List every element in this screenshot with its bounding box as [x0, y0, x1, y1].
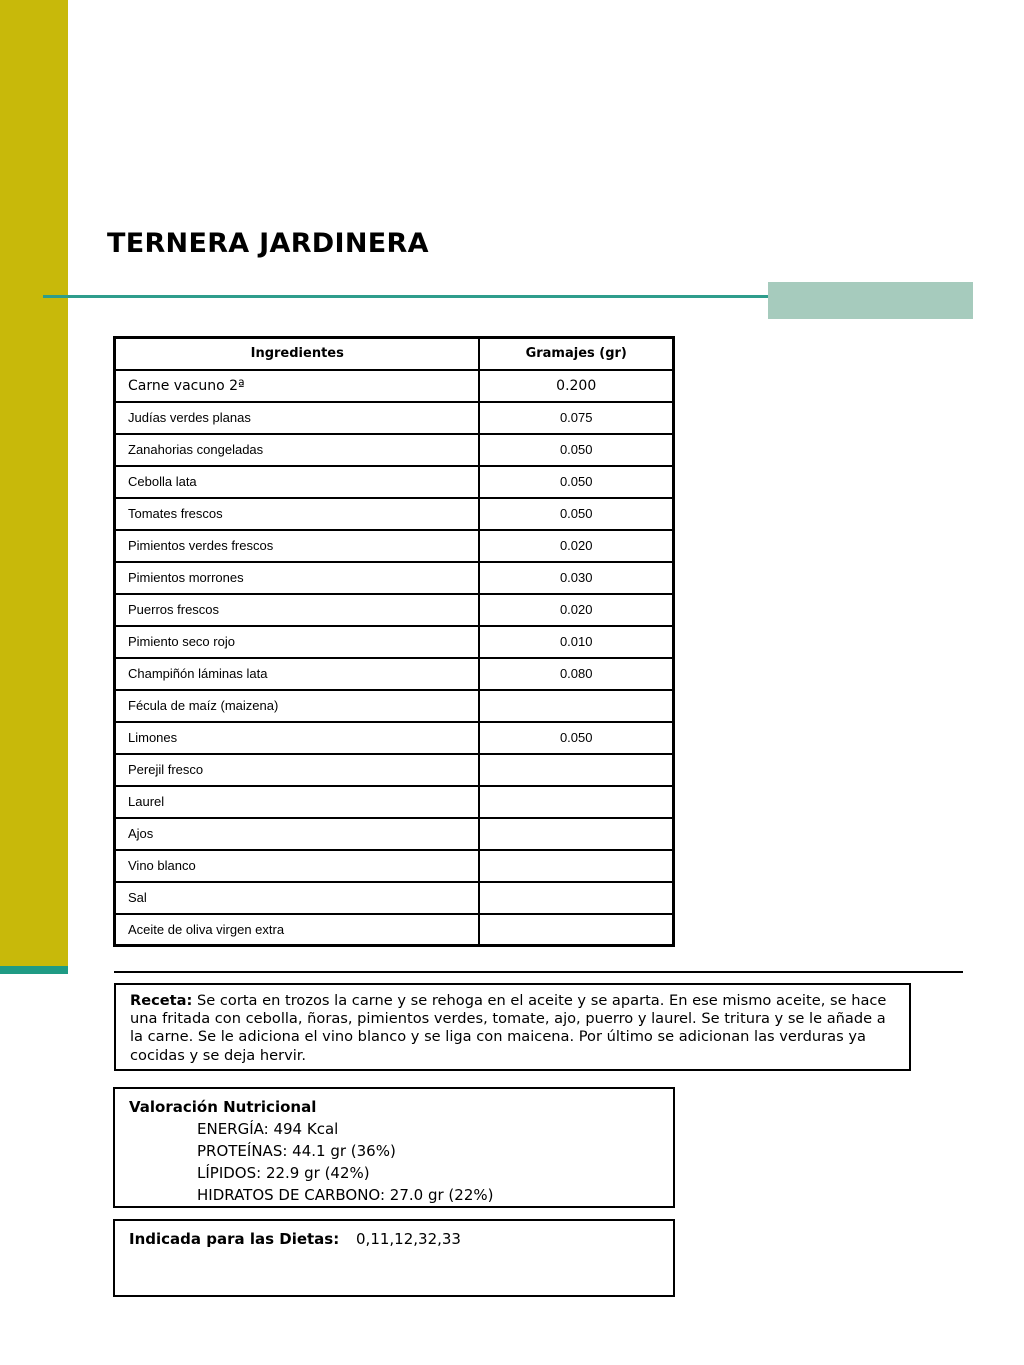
side-accent-bar: [0, 0, 68, 966]
gram-cell: [479, 818, 673, 850]
nutrition-proteins: PROTEÍNAS: 44.1 gr (36%): [197, 1142, 396, 1160]
diets-label: Indicada para las Dietas:: [129, 1230, 340, 1248]
ingredient-cell: Zanahorias congeladas: [115, 434, 480, 466]
header-grams: Gramajes (gr): [479, 338, 673, 370]
gram-cell: 0.030: [479, 562, 673, 594]
table-row: [115, 626, 674, 658]
ingredient-cell: Puerros frescos: [115, 594, 480, 626]
table-row: [115, 434, 674, 466]
table-row: [115, 658, 674, 690]
page-title: TERNERA JARDINERA: [107, 228, 429, 259]
table-row: [115, 690, 674, 722]
table-row: [115, 466, 674, 498]
nutrition-lipids: LÍPIDOS: 22.9 gr (42%): [197, 1164, 370, 1182]
recipe-label: Receta:: [130, 992, 193, 1009]
ingredient-cell: Champiñón láminas lata: [115, 658, 480, 690]
gram-cell: 0.010: [479, 626, 673, 658]
table-row: [115, 498, 674, 530]
gram-cell: [479, 914, 673, 946]
recipe-text: Se corta en trozos la carne y se rehoga en el aceite y se aparta. En ese mismo aceite, se hace una fritada con cebolla, ñoras, pimientos verdes, tomate, ajo, puerro y laurel. Se tritura y se le añade a la carne. Se le adiciona el vino blanco y se liga con maicena. Por último se adicionan las verduras ya cocidas y se deja hervir.: [130, 992, 887, 1064]
gram-cell: [479, 882, 673, 914]
table-row: [115, 562, 674, 594]
gram-cell: [479, 786, 673, 818]
nutrition-box: [113, 1087, 675, 1208]
table-row: [115, 914, 674, 946]
ingredient-cell: Judías verdes planas: [115, 402, 480, 434]
table-row: [115, 882, 674, 914]
table-row: [115, 850, 674, 882]
gram-cell: 0.075: [479, 402, 673, 434]
nutrition-title: Valoración Nutricional: [129, 1098, 317, 1116]
gram-cell: [479, 690, 673, 722]
nutrition-energy: ENERGÍA: 494 Kcal: [197, 1120, 339, 1138]
table-header-row: [115, 338, 674, 370]
ingredient-cell: Aceite de oliva virgen extra: [115, 914, 480, 946]
recipe-box: [114, 983, 911, 1071]
table-row: [115, 722, 674, 754]
title-underline-block: [768, 282, 973, 319]
ingredient-cell: Limones: [115, 722, 480, 754]
table-row: [115, 594, 674, 626]
table-row: [115, 370, 674, 402]
ingredients-table: [113, 336, 675, 947]
table-row: [115, 402, 674, 434]
ingredients-table-body: [115, 370, 674, 946]
gram-cell: [479, 850, 673, 882]
table-row: [115, 786, 674, 818]
header-ingredients: Ingredientes: [115, 338, 480, 370]
gram-cell: 0.050: [479, 434, 673, 466]
gram-cell: 0.050: [479, 722, 673, 754]
ingredient-cell: Ajos: [115, 818, 480, 850]
ingredient-cell: Perejil fresco: [115, 754, 480, 786]
ingredient-cell: Fécula de maíz (maizena): [115, 690, 480, 722]
ingredient-cell: Sal: [115, 882, 480, 914]
gram-cell: 0.050: [479, 466, 673, 498]
ingredient-cell: Pimiento seco rojo: [115, 626, 480, 658]
ingredient-cell: Laurel: [115, 786, 480, 818]
gram-cell: 0.020: [479, 594, 673, 626]
gram-cell: [479, 754, 673, 786]
nutrition-carbohydrates: HIDRATOS DE CARBONO: 27.0 gr (22%): [197, 1186, 494, 1204]
gram-cell: 0.200: [479, 370, 673, 402]
ingredient-cell: Pimientos verdes frescos: [115, 530, 480, 562]
gram-cell: 0.080: [479, 658, 673, 690]
ingredient-cell: Pimientos morrones: [115, 562, 480, 594]
ingredient-cell: Tomates frescos: [115, 498, 480, 530]
diets-box: [113, 1219, 675, 1297]
table-row: [115, 754, 674, 786]
ingredient-cell: Carne vacuno 2ª: [115, 370, 480, 402]
side-accent-bar-foot: [0, 966, 68, 974]
gram-cell: 0.050: [479, 498, 673, 530]
section-divider: [114, 971, 963, 973]
gram-cell: 0.020: [479, 530, 673, 562]
ingredient-cell: Vino blanco: [115, 850, 480, 882]
table-row: [115, 530, 674, 562]
table-row: [115, 818, 674, 850]
diets-value: 0,11,12,32,33: [356, 1230, 461, 1248]
ingredient-cell: Cebolla lata: [115, 466, 480, 498]
